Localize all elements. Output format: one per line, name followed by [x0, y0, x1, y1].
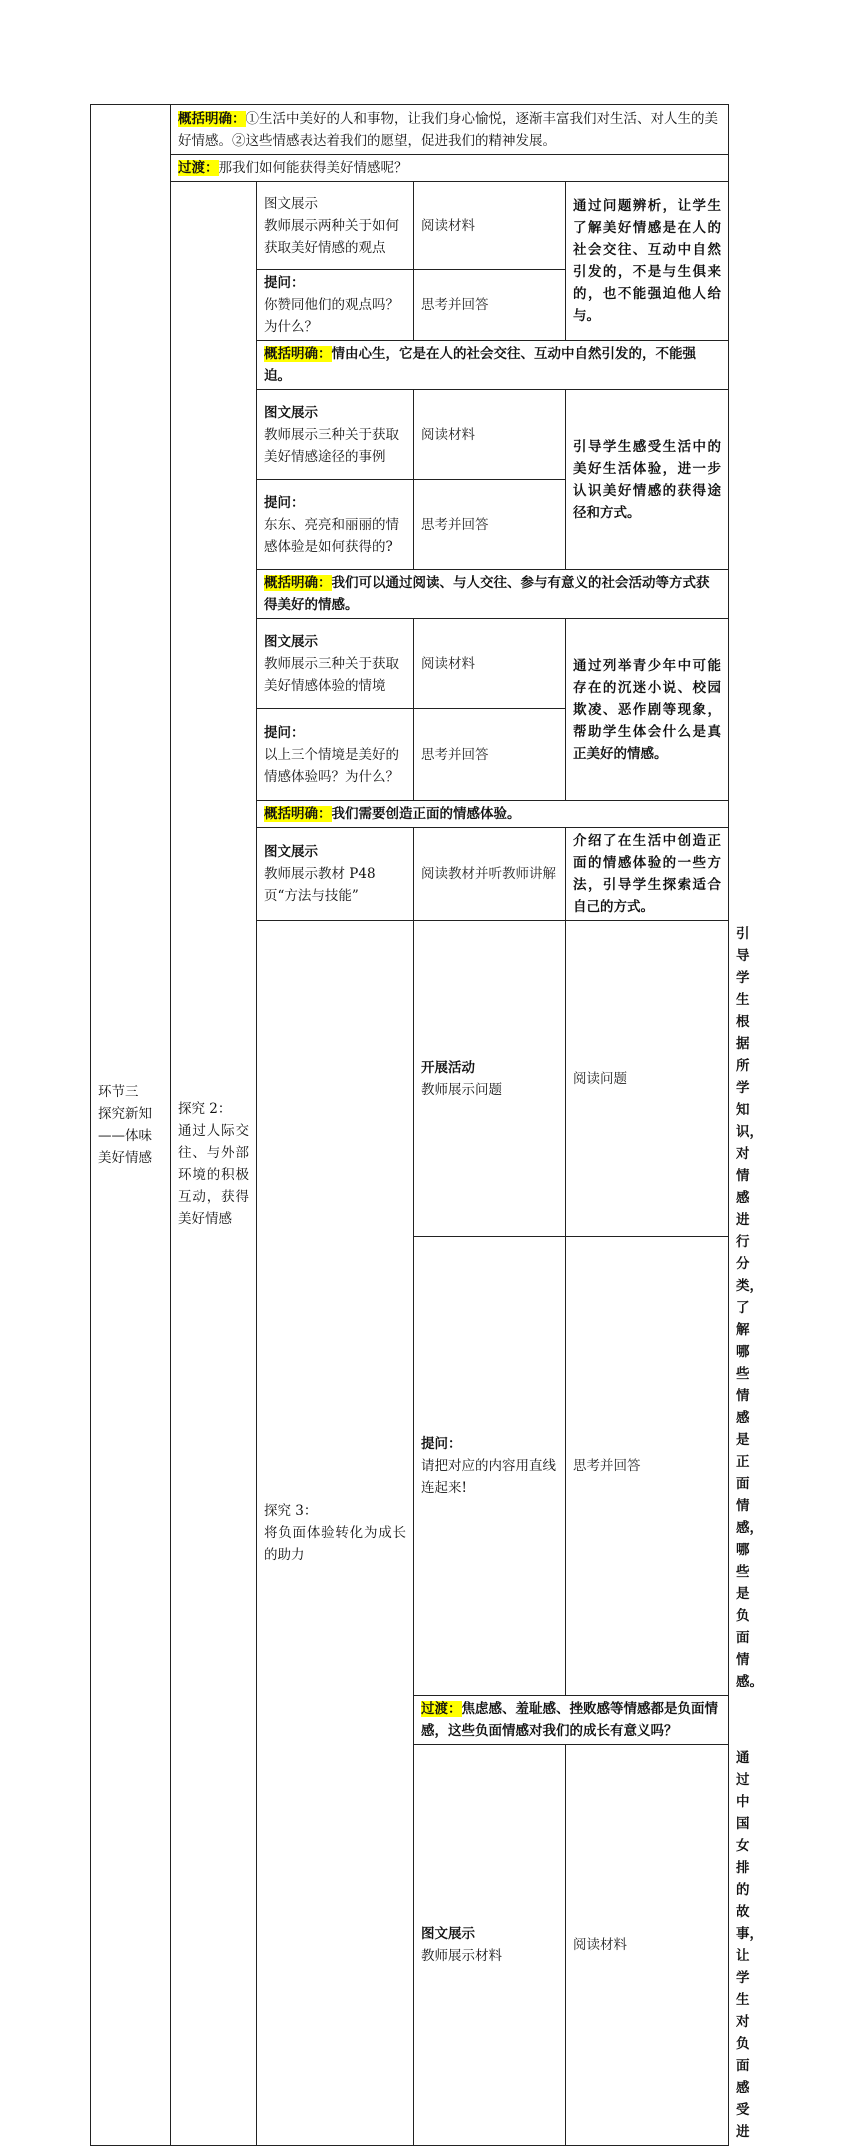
activity-title: 图文展示	[264, 633, 318, 650]
stage-3-label: 环节三 探究新知 ——体味 美好情感	[91, 105, 171, 2146]
activity-body: 东东、亮亮和丽丽的情感体验是如何获得的?	[264, 516, 399, 555]
summary-text: 我们可以通过阅读、与人交往、参与有意义的社会活动等方式获得美好的情感。	[264, 575, 710, 613]
activity-title: 提问：	[264, 724, 305, 741]
student-activity: 阅读问题	[566, 921, 729, 1237]
activity-cell	[257, 390, 414, 480]
transition-tag: 过渡：	[178, 160, 219, 176]
design-intent: 引导学生感受生活中的美好生活体验，进一步认识美好情感的获得途径和方式。	[566, 390, 729, 570]
summary-tag: 概括明确：	[264, 346, 332, 362]
activity-body: 教师展示两种关于如何获取美好情感的观点	[264, 217, 399, 256]
student-activity: 阅读材料	[414, 182, 566, 270]
activity-body: 教师展示三种关于获取美好情感体验的情境	[264, 655, 399, 694]
student-activity: 思考并回答	[414, 270, 566, 341]
transition-row	[171, 155, 729, 182]
activity-body: 教师展示三种关于获取美好情感途径的事例	[264, 426, 399, 465]
explore-3-label: 探究 3： 将负面体验转化为成长的助力	[257, 921, 414, 2146]
lesson-plan-table: 环节三 探究新知 ——体味 美好情感 概括明确：①生活中美好的人和事物，让我们身心愉悦，逐渐丰富我们对生活、对人生的美好情感。②这些情感表达着我们的愿望，促进我们的精神发展。 过渡：那我们如何能获得美好情感呢？ 探究 2： 通过人际交往、与外部环境的积极互动，获得美好情感 图文展示 教师展示两种关于如何获取美好情感的观点 阅读材料 通过问题辨析，让学生了解美好情感是在人的社会交往、互动中自然引发的，不是与生俱来的，也不能强迫他人给与。 提问： 你赞同他们的观点吗？为什么？ 思考并回答 概括明确：情由心生，它是在人的社会交往、互动中自然引发的，不能强迫。 图文展示 教师展示三种关于获取美好情感途径的事例 阅读材料 引导学生感受生活中的美好生活体验，进一步认识美好情感的获得途径和方式。 提问： 东东、亮亮和丽丽的情感体验是如何获得的? 思考并回答 概括明确：我们可以通过阅读、与人交往、参与有意义的社会活动等方式获得美好的情感。 图文展示 教师展示三种关于获取美好情感体验的情境 阅读材料 通过列举青少年中可能存在的沉迷小说、校园欺凌、恶作剧等现象，帮助学生体会什么是真正美好的情感。 提问： 以上三个情境是美好的情感体验吗？为什么？ 思考并回答 概括明确：我们需要创造正面的情感体验。 图文展示 教师展示教材 P48 页“方法与技能” 阅读教材并听教师讲解 介绍了在生活中创造正面的情感体验的一些方法，引导学生探索适合自己的方式。 探究 3： 将负面体验转化为成长的助力 开展活动 教师展示问题 阅读问题 引导学生根据所学知识，对情感进行分类，了解哪些情感是正面情感，哪些是负面情感。 提问： 请把对应的内容用直线连起来! 思考并回答 过渡：焦虑感、羞耻感、挫败感等情感都是负面情感，这些负面情感对我们的成长有意义吗？ 图文展示 教师展示材料 阅读材料 通过中国女排的故事，让学生对负面感受进	[90, 104, 729, 2146]
activity-cell	[257, 182, 414, 270]
summary-tag: 概括明确：	[264, 575, 332, 591]
summary-text: ①生活中美好的人和事物，让我们身心愉悦，逐渐丰富我们对生活、对人生的美好情感。②这些情感表达着我们的愿望，促进我们的精神发展。	[178, 110, 718, 149]
activity-title: 开展活动	[421, 1059, 475, 1076]
activity-body: 请把对应的内容用直线连起来!	[421, 1458, 556, 1497]
transition-row	[414, 1696, 729, 1745]
activity-cell	[257, 709, 414, 801]
activity-title: 图文展示	[264, 404, 318, 421]
activity-cell	[257, 828, 414, 921]
activity-title: 图文展示	[264, 844, 318, 860]
activity-body: 以上三个情境是美好的情感体验吗？为什么？	[264, 746, 399, 785]
activity-cell	[257, 619, 414, 709]
activity-title: 提问：	[264, 275, 305, 291]
summary-text: 我们需要创造正面的情感体验。	[331, 806, 521, 822]
student-activity: 思考并回答	[566, 1237, 729, 1696]
activity-cell	[414, 1237, 566, 1696]
activity-title: 提问：	[264, 494, 305, 511]
activity-cell	[414, 921, 566, 1237]
activity-cell	[414, 1745, 566, 2146]
student-activity: 阅读材料	[566, 1745, 729, 2146]
summary-row	[257, 341, 729, 390]
summary-tag: 概括明确：	[178, 110, 246, 127]
activity-title: 图文展示	[264, 195, 318, 212]
activity-body: 你赞同他们的观点吗？为什么？	[264, 297, 399, 335]
transition-text: 焦虑感、羞耻感、挫败感等情感都是负面情感，这些负面情感对我们的成长有意义吗？	[421, 1701, 718, 1739]
activity-cell	[257, 480, 414, 570]
activity-title: 提问：	[421, 1436, 462, 1453]
activity-cell	[257, 270, 414, 341]
summary-tag: 概括明确：	[264, 806, 332, 822]
student-activity: 阅读材料	[414, 619, 566, 709]
student-activity: 思考并回答	[414, 709, 566, 801]
design-intent: 介绍了在生活中创造正面的情感体验的一些方法，引导学生探索适合自己的方式。	[566, 828, 729, 921]
student-activity: 阅读材料	[414, 390, 566, 480]
activity-body: 教师展示问题	[421, 1081, 502, 1098]
summary-row	[257, 570, 729, 619]
activity-body: 教师展示材料	[421, 1948, 502, 1964]
summary-row	[257, 801, 729, 828]
student-activity: 思考并回答	[414, 480, 566, 570]
activity-body: 教师展示教材 P48 页“方法与技能”	[264, 866, 376, 904]
design-intent: 通过列举青少年中可能存在的沉迷小说、校园欺凌、恶作剧等现象，帮助学生体会什么是真正美好的情感。	[566, 619, 729, 801]
design-intent: 通过问题辨析，让学生了解美好情感是在人的社会交往、互动中自然引发的，不是与生俱来的，也不能强迫他人给与。	[566, 182, 729, 341]
student-activity: 阅读教材并听教师讲解	[414, 828, 566, 921]
summary-text: 情由心生，它是在人的社会交往、互动中自然引发的，不能强迫。	[264, 346, 696, 384]
summary-row	[171, 105, 729, 155]
transition-tag: 过渡：	[421, 1701, 462, 1717]
activity-title: 图文展示	[421, 1926, 475, 1942]
explore-2-label: 探究 2： 通过人际交往、与外部环境的积极互动，获得美好情感	[171, 182, 257, 2146]
transition-text: 那我们如何能获得美好情感呢？	[218, 160, 408, 176]
